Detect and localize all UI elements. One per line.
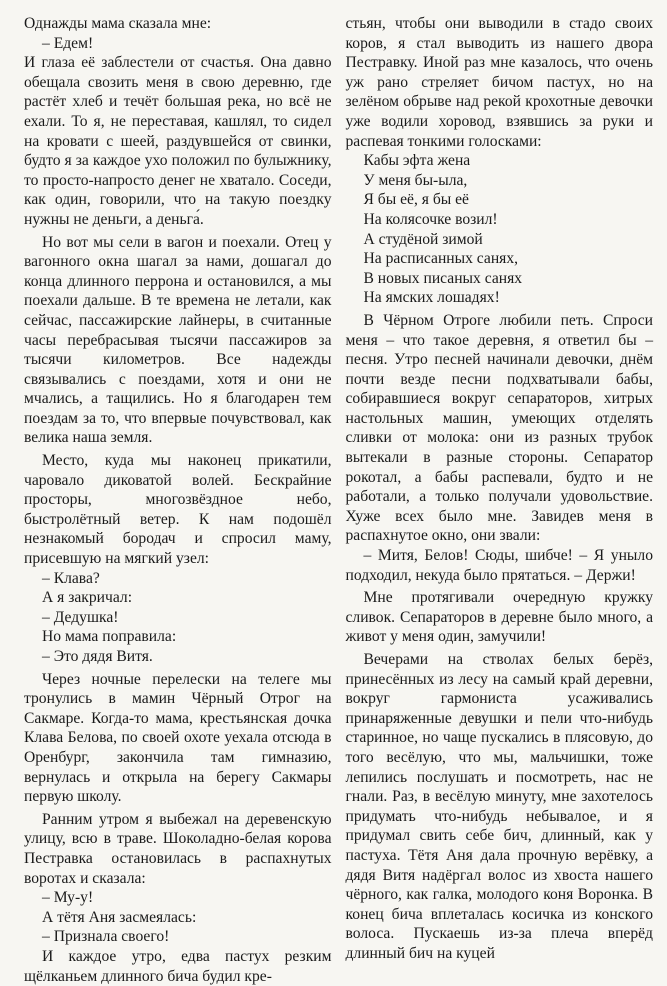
paragraph: В Чёрном Отроге любили петь. Спроси меня – что такое деревня, я ответил бы – песня. Утро песней начинали девочки, днём почти везде песни подхватывали бабы, собиравшиеся вокруг сепараторов, хитрых настольных машин, умеющих отделять сливки от молока: они из разных трубок вытекали в разные стороны. Сепаратор рокотал, а бабы распевали, будто и не работали, а только получали удовольствие. Хуже всех было мне. Завидев меня в распахнутое окно, они звали: <box>345 311 653 545</box>
paragraph: Но мама поправила: <box>42 628 177 646</box>
song-line: А студёной зимой <box>363 230 483 248</box>
text-column-left <box>24 14 332 985</box>
paragraph: Вечерами на стволах белых берёз, принесённых из лесу на самый край деревни, вокруг гармониста усаживались принаряженные девушки и пели что-нибудь старинное, но чаще пускались в плясовую, до того весёлую, что мы, мальчишки, тоже лепились послушать и посмотреть, нас не гнали. Раз, в весёлую минуту, мне захотелось придумать что-нибудь небывалое, и я придумал свить себе бич, длинный, как у пастуха. Тётя Аня дала прочную верёвку, а дядя Витя надёргал волос из хвоста нашего чёрного, как галка, молодого коня Воронка. В конец бича вплеталась косичка из конского волоса. Пускаешь из-за плеча вперёд длинный бич на куцей <box>345 651 653 962</box>
song-line: На колясочке возил! <box>363 210 498 228</box>
paragraph: Место, куда мы наконец прикатили, чаровало диковатой волей. Бескрайние просторы, многозвёздное небо, быстролётный ветер. К нам подошёл незнакомый бородач и спросил маму, присевшую на мягкий узел: <box>24 452 332 568</box>
song-line: У меня бы-ыла, <box>363 171 468 189</box>
paragraph: Но вот мы сели в вагон и поехали. Отец у вагонного окна шагал за нами, дошагал до конца длинного перрона и остановился, а мы поехали дальше. В те времена не летали, как сейчас, пассажирские лайнеры, в считанные часы перебрасывая тысячи пассажиров за тысячи километров. Все надежды связывались с поездами, хотя и они не мчались, а тащились. Но я благодарен тем поездам за то, что впервые почувствовал, как велика наша земля. <box>24 233 332 447</box>
song-line: На расписанных санях, <box>363 250 519 268</box>
song-line: На ямских лошадях! <box>363 289 500 307</box>
dialogue-line: – Му-у! <box>42 889 94 907</box>
dialogue-line: – Митя, Белов! Сюды, шибче! – Я уныло подходил, некуда было прятаться. – Держи! <box>345 547 653 584</box>
dialogue-line: – Это дядя Витя. <box>42 648 153 665</box>
text-column-right <box>345 14 654 962</box>
paragraph: Однажды мама сказала мне: <box>24 15 212 32</box>
paragraph: А тётя Аня засмеялась: <box>42 908 197 926</box>
paragraph: Ранним утром я выбежал на деревенскую улицу, всю в траве. Шоколадно-белая корова Пестравка остановилась в распахнутых воротах и сказала: <box>24 810 332 887</box>
paragraph: И глаза её заблестели от счастья. Она давно обещала свозить меня в свою деревню, где растёт хлеб и течёт большая река, но всё не ехали. То я, не переставая, кашлял, то сидел на кровати с шеей, раздувшейся от свинки, будто я за каждое ухо положил по булыжнику, то просто-напросто денег не хватало. Соседи, как один, говорили, что на такую поездку нужны не деньги, а деньга́. <box>24 54 332 228</box>
paragraph: стьян, чтобы они выводили в стадо своих коров, я стал выводить из нашего двора Пестравку. Иной раз мне казалось, что очень уж рано стреляет бичом пастух, но на зелёном обрыве над рекой крохотные девочки уже водили хоровод, взявшись за руки и распевая тонкими голосками: <box>345 15 653 150</box>
dialogue-line: – Клава? <box>42 569 100 587</box>
dialogue-line: – Едем! <box>42 34 94 52</box>
paragraph: И каждое утро, едва пастух резким щёлканьем длинного бича будил кре- <box>24 947 332 985</box>
paragraph: Через ночные перелески на телеге мы тронулись в мамин Чёрный Отрог на Сакмаре. Когда-то мама, крестьянская дочка Клава Белова, по своей охоте уехала отсюда в Оренбург, закончила там гимназию, вернулась и открыла на берегу Сакмары первую школу. <box>24 670 332 806</box>
dialogue-line: – Дедушка! <box>42 608 119 626</box>
paragraph: Мне протягивали очередную кружку сливок. Сепараторов в деревне было много, а живот у меня один, замучили! <box>345 589 653 646</box>
song-line: Кабы эфта жена <box>363 152 471 170</box>
song-line: В новых писаных санях <box>363 269 523 287</box>
paragraph: А я закричал: <box>42 589 133 607</box>
song-line: Я бы её, я бы её <box>363 191 469 209</box>
dialogue-line: – Признала своего! <box>42 928 170 946</box>
